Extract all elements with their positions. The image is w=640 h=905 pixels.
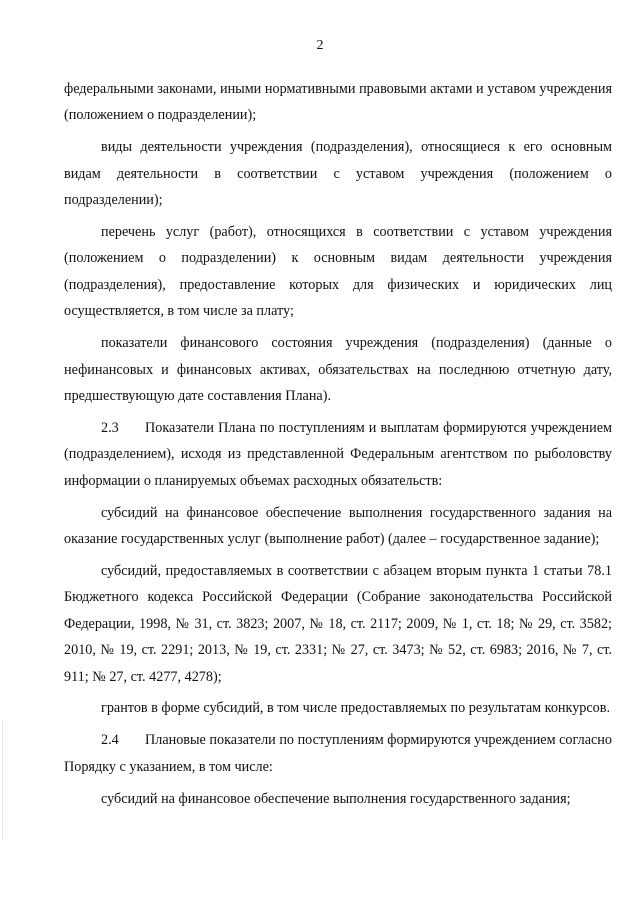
clause-text: Показатели Плана по поступлениям и выплатам формируются учреждением (подразделением), исходя из представленной Федеральным агентством по рыболовству информации о планируемых объемах расходных обязательств: [64,419,612,489]
paragraph-grants: грантов в форме субсидий, в том числе предоставляемых по результатам конкурсов. [101,700,611,717]
page-number: 2 [316,38,324,53]
paragraph-financial-indicators: показатели финансового состояния учреждения (подразделения) (данные о нефинансовых и финансовых активах, обязательствах на последнюю отчетную дату, предшествующую дате составления Плана). [64,335,612,404]
paragraph-laws-and-charter: федеральными законами, иными нормативными правовыми актами и уставом учреждения (положением о подразделении); [64,81,612,124]
paragraph-activity-types: виды деятельности учреждения (подразделения), относящиеся к его основным видам деятельности в соответствии с уставом учреждения (положением о подразделении); [64,139,612,209]
clause-number: 2.4 [101,732,119,749]
paragraph-state-task-subsidies: субсидий на финансовое обеспечение выполнения государственного задания на оказание государственных услуг (выполнение работ) (далее – государственное задание); [64,504,612,547]
paragraph-budget-code-subsidies: субсидий, предоставляемых в соответствии с абзацем вторым пункта 1 статьи 78.1 Бюджетного кодекса Российской Федерации (Собрание законодательства Российской Федерации, 1998, № 31, ст. 3823; 2007, № 18, ст. 2117; 2009, № 1, ст. 18; № 29, ст. 3582; 2010, № 19, ст. 2291; 2013, № 19, ст. 2331; № 27, ст. 3473; № 52, ст. 6983; 2016, № 7, ст. 911; № 27, ст. 4277, 4278); [64,562,612,685]
scan-edge-mark [2,720,3,840]
paragraph-state-task-financing: субсидий на финансовое обеспечение выполнения государственного задания; [101,790,571,807]
clause-number: 2.3 [101,419,119,436]
paragraph-clause-2-3 [64,415,612,494]
paragraph-services-list: перечень услуг (работ), относящихся в соответствии с уставом учреждения (положением о подразделении) к основным видам деятельности учреждения (подразделения), предоставление которых для физических и юридических лиц осуществляется, в том числе за плату; [64,224,612,320]
paragraph-clause-2-4 [64,727,612,780]
document-body [64,76,612,818]
clause-text: Плановые показатели по поступлениям формируются учреждением согласно Порядку с указанием, в том числе: [64,732,612,775]
